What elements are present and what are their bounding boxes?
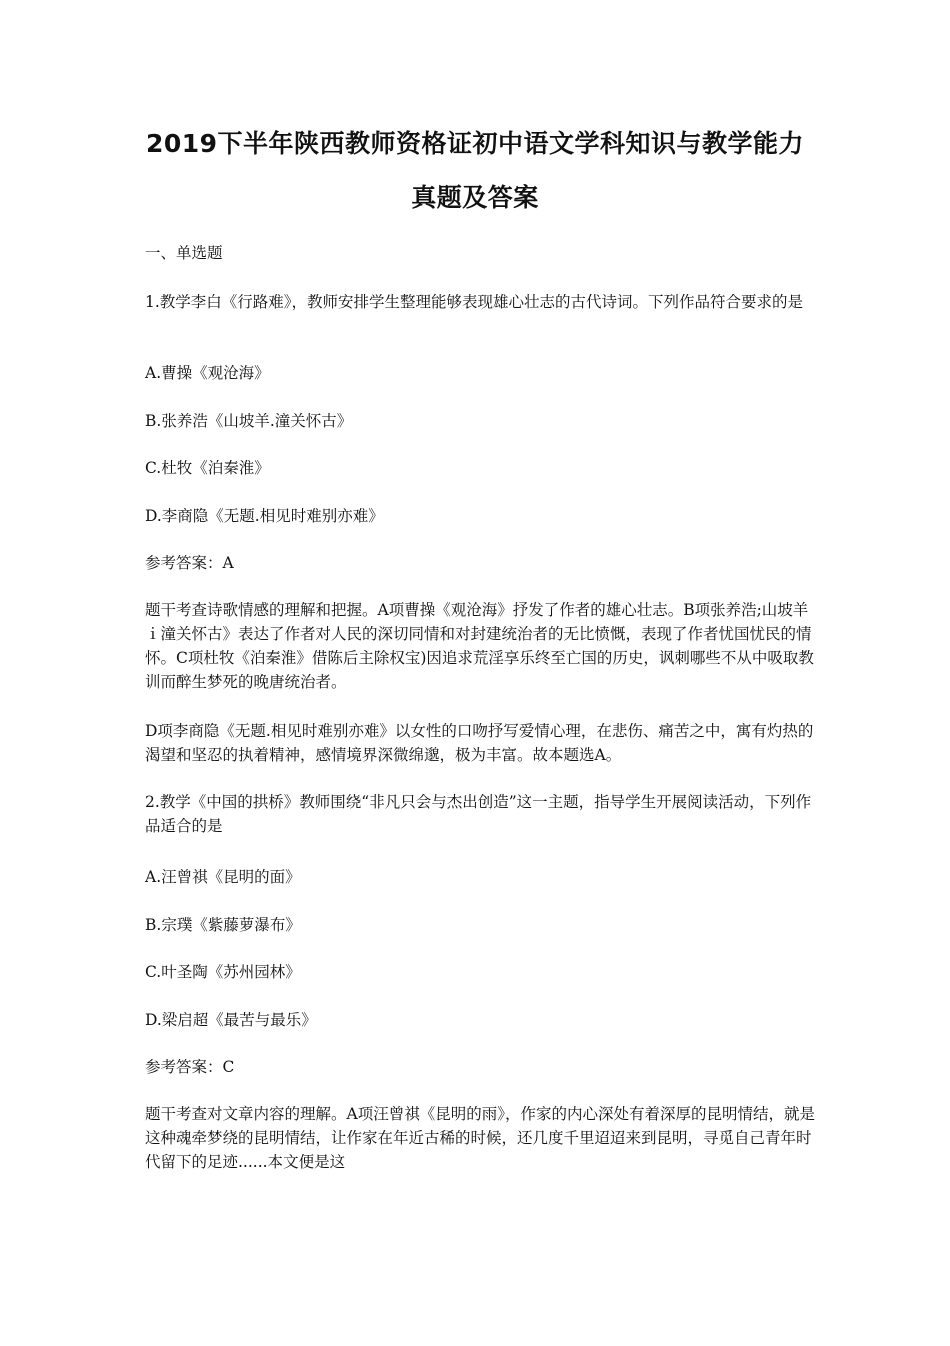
question-2-option-c: C.叶圣陶《苏州园林》 [145, 963, 301, 981]
question-1-option-b: B.张养浩《山坡羊.潼关怀古》 [145, 412, 353, 430]
question-1-option-a: A.曹操《观沧海》 [145, 364, 270, 382]
question-2-stem: 2.教学《中国的拱桥》教师围绕“非凡只会与杰出创造”这一主题，指导学生开展阅读活动，下列作品适合的是 [145, 793, 812, 835]
document-title-line-1: 2019下半年陕西教师资格证初中语文学科知识与教学能力 [145, 129, 805, 158]
question-2-option-b: B.宗璞《紫藤萝瀑布》 [145, 916, 301, 934]
question-2-option-d: D.梁启超《最苦与最乐》 [145, 1011, 317, 1029]
question-1-explanation-2: D项李商隐《无题.相见时难别亦难》以女性的口吻抒写爱情心理，在悲伤、痛苦之中，寓有灼热的渴望和坚忍的执着精神，感情境界深微绵邈，极为丰富。故本题选A。 [145, 722, 814, 764]
question-2-answer: 参考答案：C [145, 1058, 235, 1076]
question-2-explanation-1: 题干考查对文章内容的理解。A项汪曾祺《昆明的雨》，作家的内心深处有着深厚的昆明情结，就是这种魂牵梦绕的昆明情结，让作家在年近古稀的时候，还几度千里迢迢来到昆明，寻觅自己青年时代留下的足迹......本文便是这 [145, 1105, 815, 1171]
question-1-stem: 1.教学李白《行路难》，教师安排学生整理能够表现雄心壮志的古代诗词。下列作品符合要求的是 [145, 293, 804, 311]
question-1-option-d: D.李商隐《无题.相见时难别亦难》 [145, 507, 384, 525]
question-1-option-c: C.杜牧《泊秦淮》 [145, 459, 270, 477]
document-title-line-2: 真题及答案 [411, 183, 539, 212]
question-2-option-a: A.汪曾祺《昆明的面》 [145, 868, 301, 886]
section-heading: 一、单选题 [145, 244, 223, 262]
question-1-explanation-1: 题干考查诗歌情感的理解和把握。A项曹操《观沧海》抒发了作者的雄心壮志。B项张养浩;山坡羊ｉ潼关怀古》表达了作者对人民的深切同情和对封建统治者的无比愤慨，表现了作者忧国忧民的情怀。C项杜牧《泊秦淮》借陈后主除权宝)因追求荒淫享乐终至亡国的历史，讽刺哪些不从中吸取教训而醉生梦死的晚唐统治者。 [145, 601, 814, 691]
question-1-answer: 参考答案：A [145, 554, 234, 572]
